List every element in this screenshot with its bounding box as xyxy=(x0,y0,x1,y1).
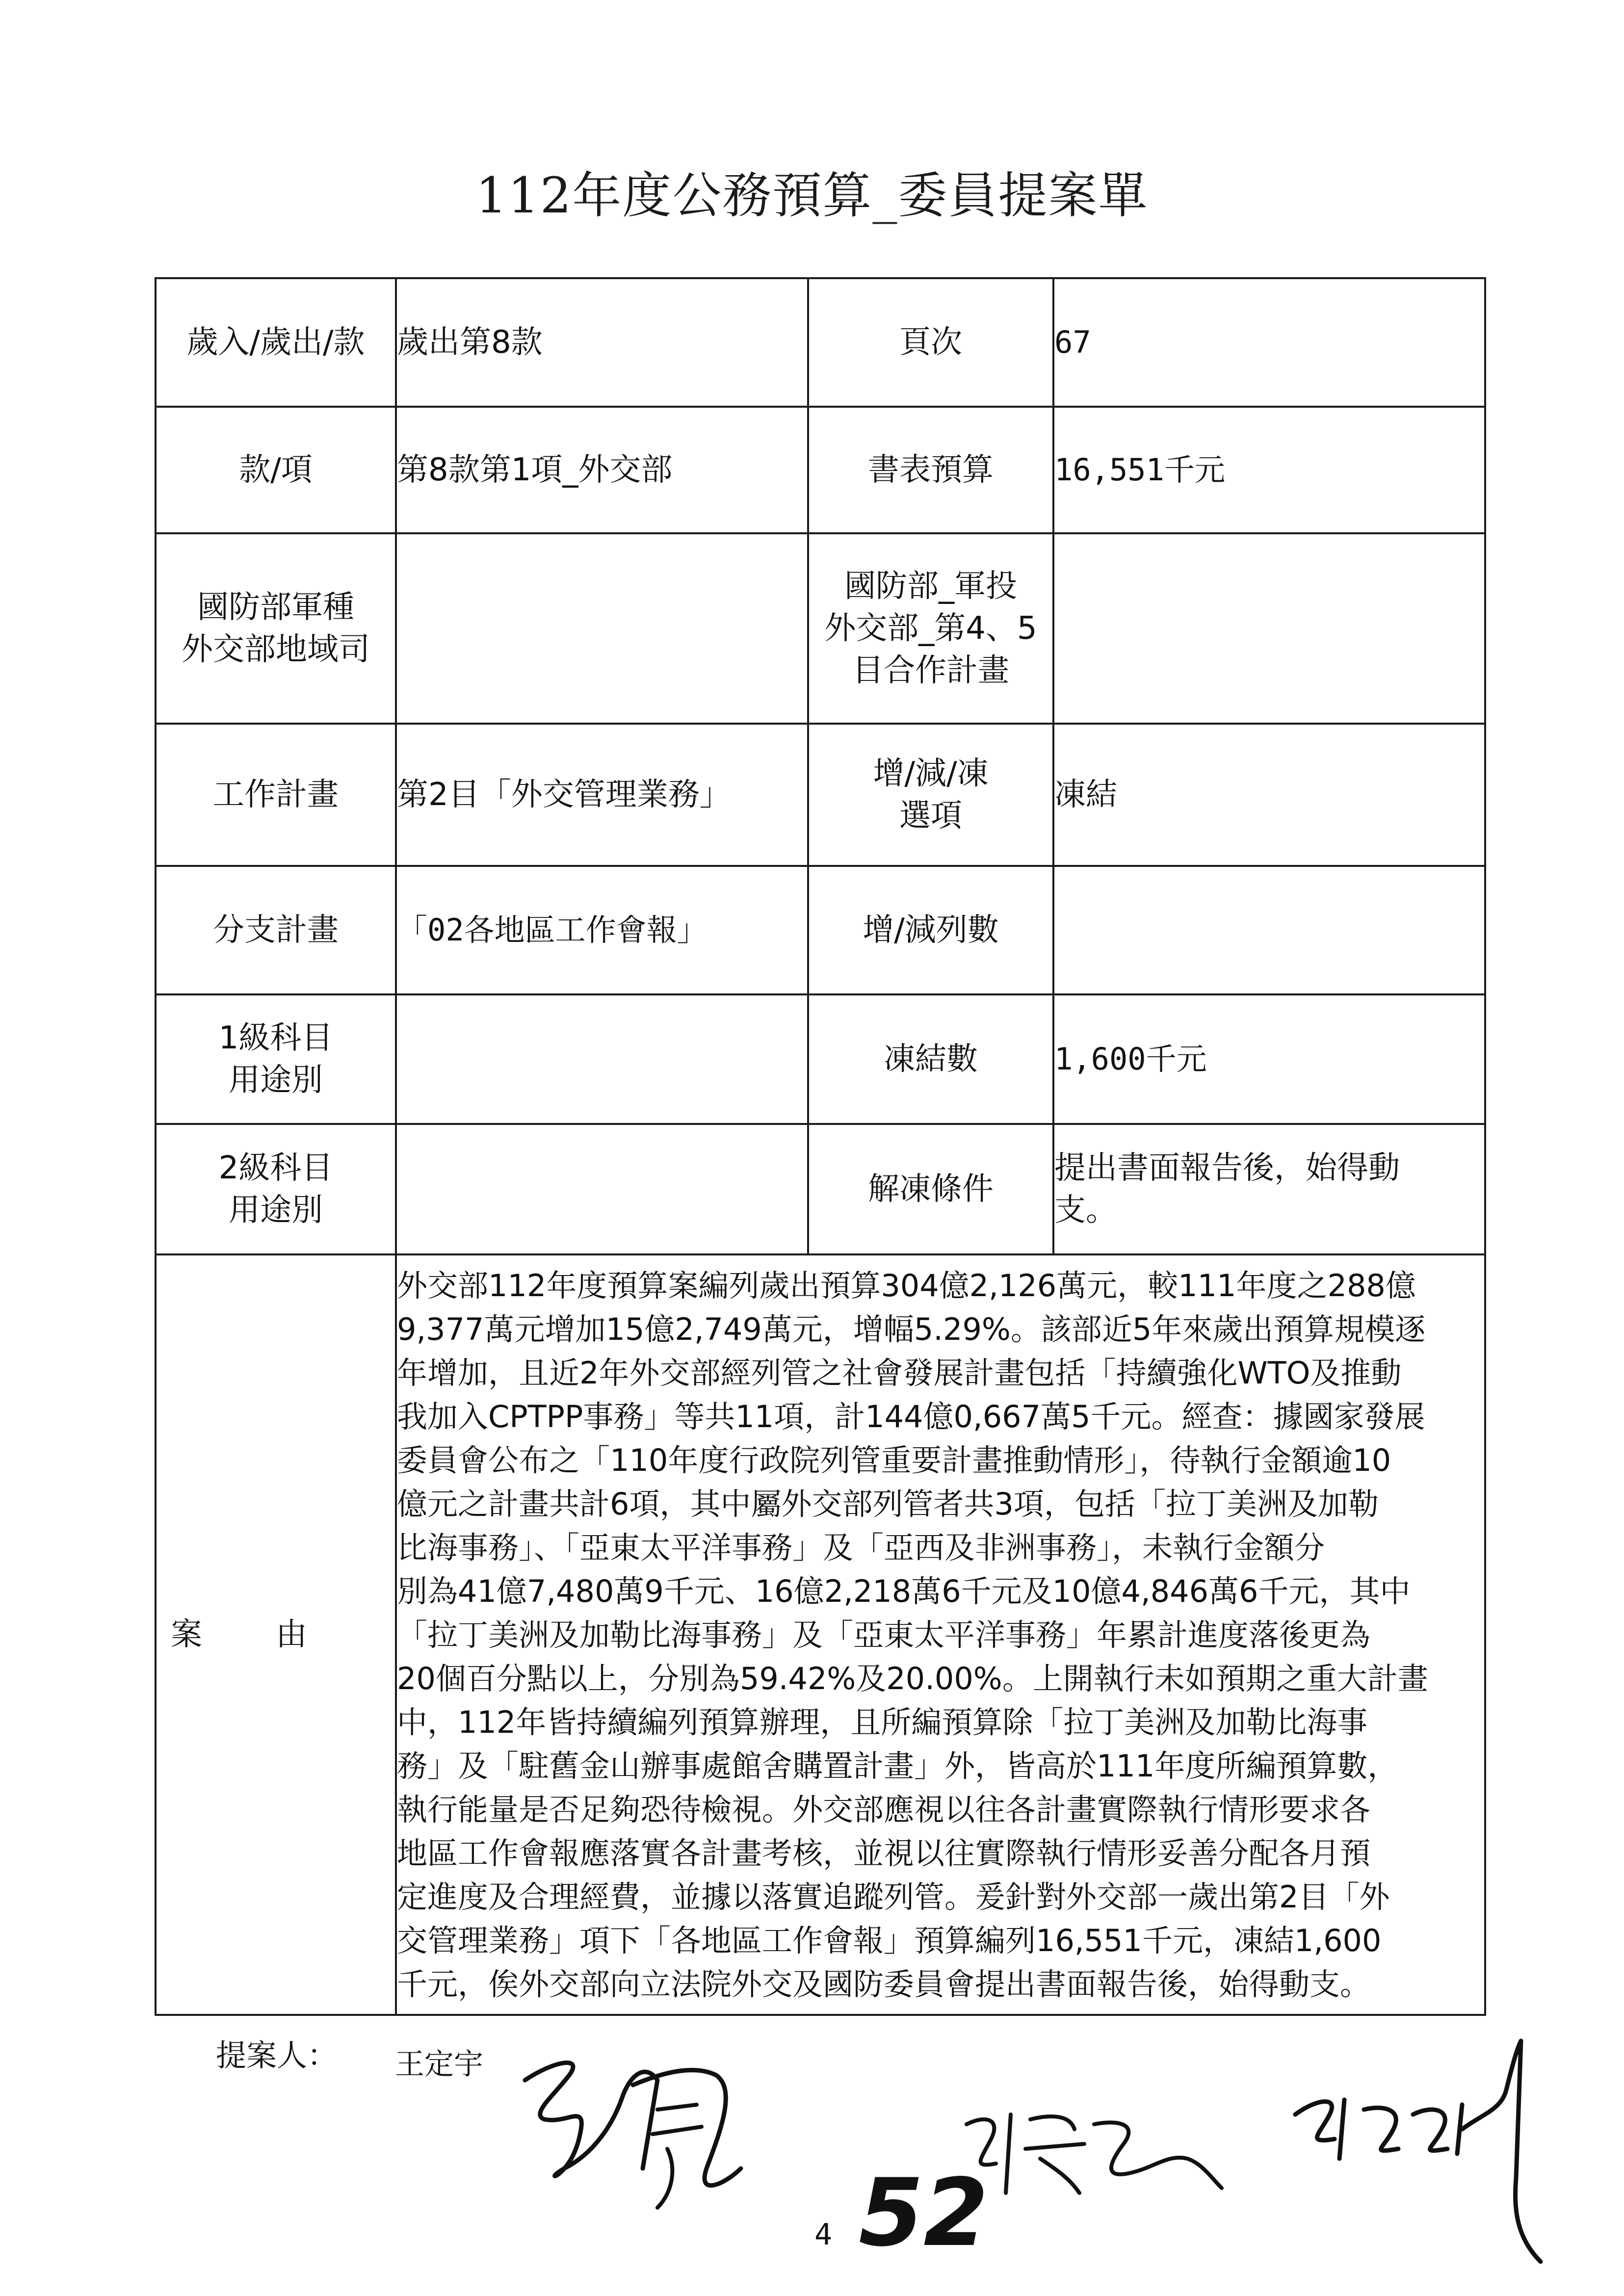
label-reason-text: 案由 xyxy=(171,1617,381,1653)
label-option-line1: 增/減/凍 xyxy=(873,756,989,792)
label-cooperation xyxy=(808,533,1053,724)
label-level1-line1: 1級科目 xyxy=(218,1020,333,1056)
reason-line: 年增加，且近2年外交部經列管之社會發展計畫包括「持續強化WTO及推動 xyxy=(397,1355,1402,1391)
row-level2-subject xyxy=(156,1124,1485,1254)
label-level2-subject xyxy=(156,1124,396,1254)
label-option-line2: 選項 xyxy=(899,798,962,834)
reason-text xyxy=(396,1254,1485,2015)
signature-3 xyxy=(1285,2031,1599,2267)
reason-line: 「拉丁美洲及加勒比海事務」及「亞東太平洋事務」年累計進度落後更為 xyxy=(397,1617,1371,1653)
label-department-line2: 外交部地域司 xyxy=(182,631,370,668)
reason-line: 別為41億7,480萬9千元、16億2,218萬6千元及10億4,846萬6千元，其中 xyxy=(397,1573,1411,1609)
label-level1-line2: 用途別 xyxy=(229,1062,323,1098)
reason-line: 委員會公布之「110年度行政院列管重要計畫推動情形」，待執行金額逾10 xyxy=(397,1442,1391,1478)
row-branch-plan xyxy=(156,866,1485,994)
label-category: 歲入/歲出/款 xyxy=(156,278,396,407)
row-work-plan xyxy=(156,724,1485,866)
reason-line: 外交部112年度預算案編列歲出預算304億2,126萬元，較111年度之288億 xyxy=(397,1267,1416,1304)
value-option: 凍結 xyxy=(1053,724,1485,866)
value-freeze-amount: 1,600千元 xyxy=(1053,994,1485,1124)
value-page: 67 xyxy=(1053,278,1485,407)
signature-2 xyxy=(957,2095,1231,2213)
label-adjust-amount: 增/減列數 xyxy=(808,866,1053,994)
value-item: 第8款第1項_外交部 xyxy=(396,407,808,533)
label-freeze-amount: 凍結數 xyxy=(808,994,1053,1124)
label-option xyxy=(808,724,1053,866)
value-level2-subject xyxy=(396,1124,808,1254)
label-page: 頁次 xyxy=(808,278,1053,407)
label-cooperation-line2: 外交部_第4、5 xyxy=(824,610,1037,647)
reason-line: 定進度及合理經費，並據以落實追蹤列管。爰針對外交部一歲出第2目「外 xyxy=(397,1879,1390,1915)
page-number: 4 xyxy=(814,2218,833,2252)
value-branch-plan: 「02各地區工作會報」 xyxy=(396,866,808,994)
proposal-form-table xyxy=(155,277,1486,2016)
reason-line: 千元，俟外交部向立法院外交及國防委員會提出書面報告後，始得動支。 xyxy=(397,1966,1371,2002)
label-reason xyxy=(156,1254,396,2015)
row-reason xyxy=(156,1254,1485,2015)
value-unfreeze-condition xyxy=(1053,1124,1485,1254)
label-department xyxy=(156,533,396,724)
proposer-label: 提案人： xyxy=(216,2037,338,2073)
page-title: 112年度公務預算_委員提案單 xyxy=(475,167,1149,224)
label-department-line1: 國防部軍種 xyxy=(197,589,354,626)
label-level2-line2: 用途別 xyxy=(229,1192,323,1228)
reason-line: 我加入CPTPP事務」等共11項，計144億0,667萬5千元。經查：據國家發展 xyxy=(397,1398,1425,1435)
row-level1-subject xyxy=(156,994,1485,1124)
label-branch-plan: 分支計畫 xyxy=(156,866,396,994)
label-cooperation-line1: 國防部_軍投 xyxy=(844,568,1017,604)
reason-line: 20個百分點以上，分別為59.42%及20.00%。上開執行未如預期之重大計畫 xyxy=(397,1660,1428,1696)
reason-line: 億元之計畫共計6項，其中屬外交部列管者共3項，包括「拉丁美洲及加勒 xyxy=(397,1486,1379,1522)
value-budget: 16,551千元 xyxy=(1053,407,1485,533)
label-cooperation-line3: 目合作計畫 xyxy=(852,652,1009,689)
value-adjust-amount xyxy=(1053,866,1485,994)
signature-1 xyxy=(510,2021,765,2227)
reason-line: 中，112年皆持續編列預算辦理，且所編預算除「拉丁美洲及加勒比海事 xyxy=(397,1704,1368,1740)
row-department xyxy=(156,533,1485,724)
stamp-number: 52 xyxy=(859,2159,989,2267)
reason-line: 比海事務」、「亞東太平洋事務」及「亞西及非洲事務」，未執行金額分 xyxy=(397,1529,1325,1565)
reason-line: 交管理業務」項下「各地區工作會報」預算編列16,551千元，凍結1,600 xyxy=(397,1922,1382,1958)
reason-line: 9,377萬元增加15億2,749萬元，增幅5.29%。該部近5年來歲出預算規模逐 xyxy=(397,1311,1426,1347)
reason-line: 地區工作會報應落實各計畫考核，並視以往實際執行情形妥善分配各月預 xyxy=(397,1835,1371,1871)
proposer-name: 王定宇 xyxy=(395,2047,483,2082)
value-unfreeze-line2: 支。 xyxy=(1054,1192,1117,1228)
row-item xyxy=(156,407,1485,533)
value-department xyxy=(396,533,808,724)
label-budget: 書表預算 xyxy=(808,407,1053,533)
value-work-plan: 第2目「外交管理業務」 xyxy=(396,724,808,866)
value-level1-subject xyxy=(396,994,808,1124)
label-level2-line1: 2級科目 xyxy=(218,1150,333,1186)
row-category xyxy=(156,278,1485,407)
label-item: 款/項 xyxy=(156,407,396,533)
label-work-plan: 工作計畫 xyxy=(156,724,396,866)
label-unfreeze-condition: 解凍條件 xyxy=(808,1124,1053,1254)
reason-line: 執行能量是否足夠恐待檢視。外交部應視以往各計畫實際執行情形要求各 xyxy=(397,1791,1371,1827)
label-level1-subject xyxy=(156,994,396,1124)
reason-line: 務」及「駐舊金山辦事處館舍購置計畫」外，皆高於111年度所編預算數， xyxy=(397,1748,1398,1784)
value-unfreeze-line1: 提出書面報告後，始得動 xyxy=(1054,1150,1400,1186)
value-cooperation xyxy=(1053,533,1485,724)
value-category: 歲出第8款 xyxy=(396,278,808,407)
